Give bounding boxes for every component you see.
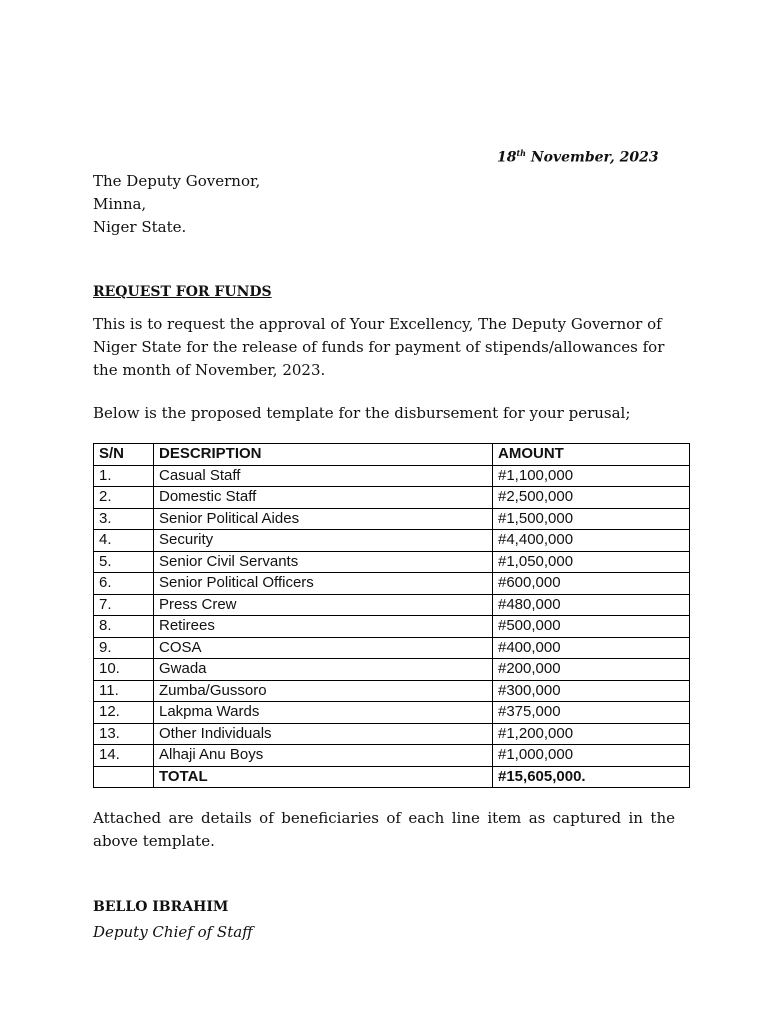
table-row	[94, 573, 690, 595]
table-row	[94, 551, 690, 573]
total-sn-cell	[94, 766, 154, 788]
cell-description: Senior Political Officers	[154, 573, 493, 595]
cell-description: Gwada	[154, 659, 493, 681]
total-label: TOTAL	[154, 766, 493, 788]
cell-sn: 8.	[94, 616, 154, 638]
total-amount: #15,605,000.	[493, 766, 690, 788]
cell-sn: 1.	[94, 465, 154, 487]
address-line: The Deputy Governor,	[93, 172, 261, 190]
table-header-row	[94, 444, 690, 466]
cell-sn: 6.	[94, 573, 154, 595]
table-row	[94, 594, 690, 616]
cell-description: Lakpma Wards	[154, 702, 493, 724]
cell-sn: 12.	[94, 702, 154, 724]
table-row	[94, 530, 690, 552]
cell-sn: 9.	[94, 637, 154, 659]
cell-description: Other Individuals	[154, 723, 493, 745]
date-day: 18	[497, 149, 517, 166]
cell-amount: #4,400,000	[493, 530, 690, 552]
cell-amount: #375,000	[493, 702, 690, 724]
cell-sn: 5.	[94, 551, 154, 573]
cell-sn: 4.	[94, 530, 154, 552]
paragraph-line: Niger State for the release of funds for payment of stipends/allowances for	[93, 338, 665, 356]
cell-amount: #200,000	[493, 659, 690, 681]
cell-sn: 2.	[94, 487, 154, 509]
paragraph-line: This is to request the approval of Your Excellency, The Deputy Governor of	[93, 315, 662, 333]
table-total-row	[94, 766, 690, 788]
cell-amount: #300,000	[493, 680, 690, 702]
request-paragraph	[93, 313, 675, 382]
letter-subject: REQUEST FOR FUNDS	[93, 284, 272, 300]
cell-sn: 7.	[94, 594, 154, 616]
letter-date	[497, 148, 659, 166]
cell-amount: #1,000,000	[493, 745, 690, 767]
cell-sn: 13.	[94, 723, 154, 745]
cell-amount: #1,500,000	[493, 508, 690, 530]
paragraph-line: the month of November, 2023.	[93, 361, 326, 379]
table-row	[94, 723, 690, 745]
cell-description: Casual Staff	[154, 465, 493, 487]
header-sn: S/N	[94, 444, 154, 466]
attachment-paragraph: Attached are details of beneficiaries of each line item as captured in the above template.	[93, 809, 675, 850]
cell-description: Alhaji Anu Boys	[154, 745, 493, 767]
disbursement-table	[93, 443, 690, 788]
cell-sn: 3.	[94, 508, 154, 530]
header-amount: AMOUNT	[493, 444, 690, 466]
table-row	[94, 659, 690, 681]
cell-description: Security	[154, 530, 493, 552]
cell-amount: #600,000	[493, 573, 690, 595]
cell-description: COSA	[154, 637, 493, 659]
cell-amount: #400,000	[493, 637, 690, 659]
signatory-title: Deputy Chief of Staff	[93, 923, 253, 941]
date-rest: November, 2023	[526, 149, 659, 166]
date-suffix: th	[516, 148, 526, 158]
cell-description: Press Crew	[154, 594, 493, 616]
cell-amount: #500,000	[493, 616, 690, 638]
address-line: Niger State.	[93, 218, 187, 236]
table-row	[94, 702, 690, 724]
cell-amount: #2,500,000	[493, 487, 690, 509]
cell-amount: #1,100,000	[493, 465, 690, 487]
cell-description: Domestic Staff	[154, 487, 493, 509]
cell-description: Retirees	[154, 616, 493, 638]
cell-description: Zumba/Gussoro	[154, 680, 493, 702]
cell-sn: 14.	[94, 745, 154, 767]
signatory-name: BELLO IBRAHIM	[93, 899, 229, 915]
table-row	[94, 680, 690, 702]
address-line: Minna,	[93, 195, 147, 213]
table-row	[94, 465, 690, 487]
table-row	[94, 637, 690, 659]
cell-sn: 11.	[94, 680, 154, 702]
table-row	[94, 508, 690, 530]
header-description: DESCRIPTION	[154, 444, 493, 466]
cell-description: Senior Political Aides	[154, 508, 493, 530]
table-row	[94, 616, 690, 638]
cell-amount: #1,200,000	[493, 723, 690, 745]
recipient-address	[93, 170, 260, 239]
cell-amount: #1,050,000	[493, 551, 690, 573]
table-row	[94, 487, 690, 509]
table-row	[94, 745, 690, 767]
cell-description: Senior Civil Servants	[154, 551, 493, 573]
cell-amount: #480,000	[493, 594, 690, 616]
cell-sn: 10.	[94, 659, 154, 681]
template-intro-paragraph: Below is the proposed template for the disbursement for your perusal;	[93, 404, 631, 422]
